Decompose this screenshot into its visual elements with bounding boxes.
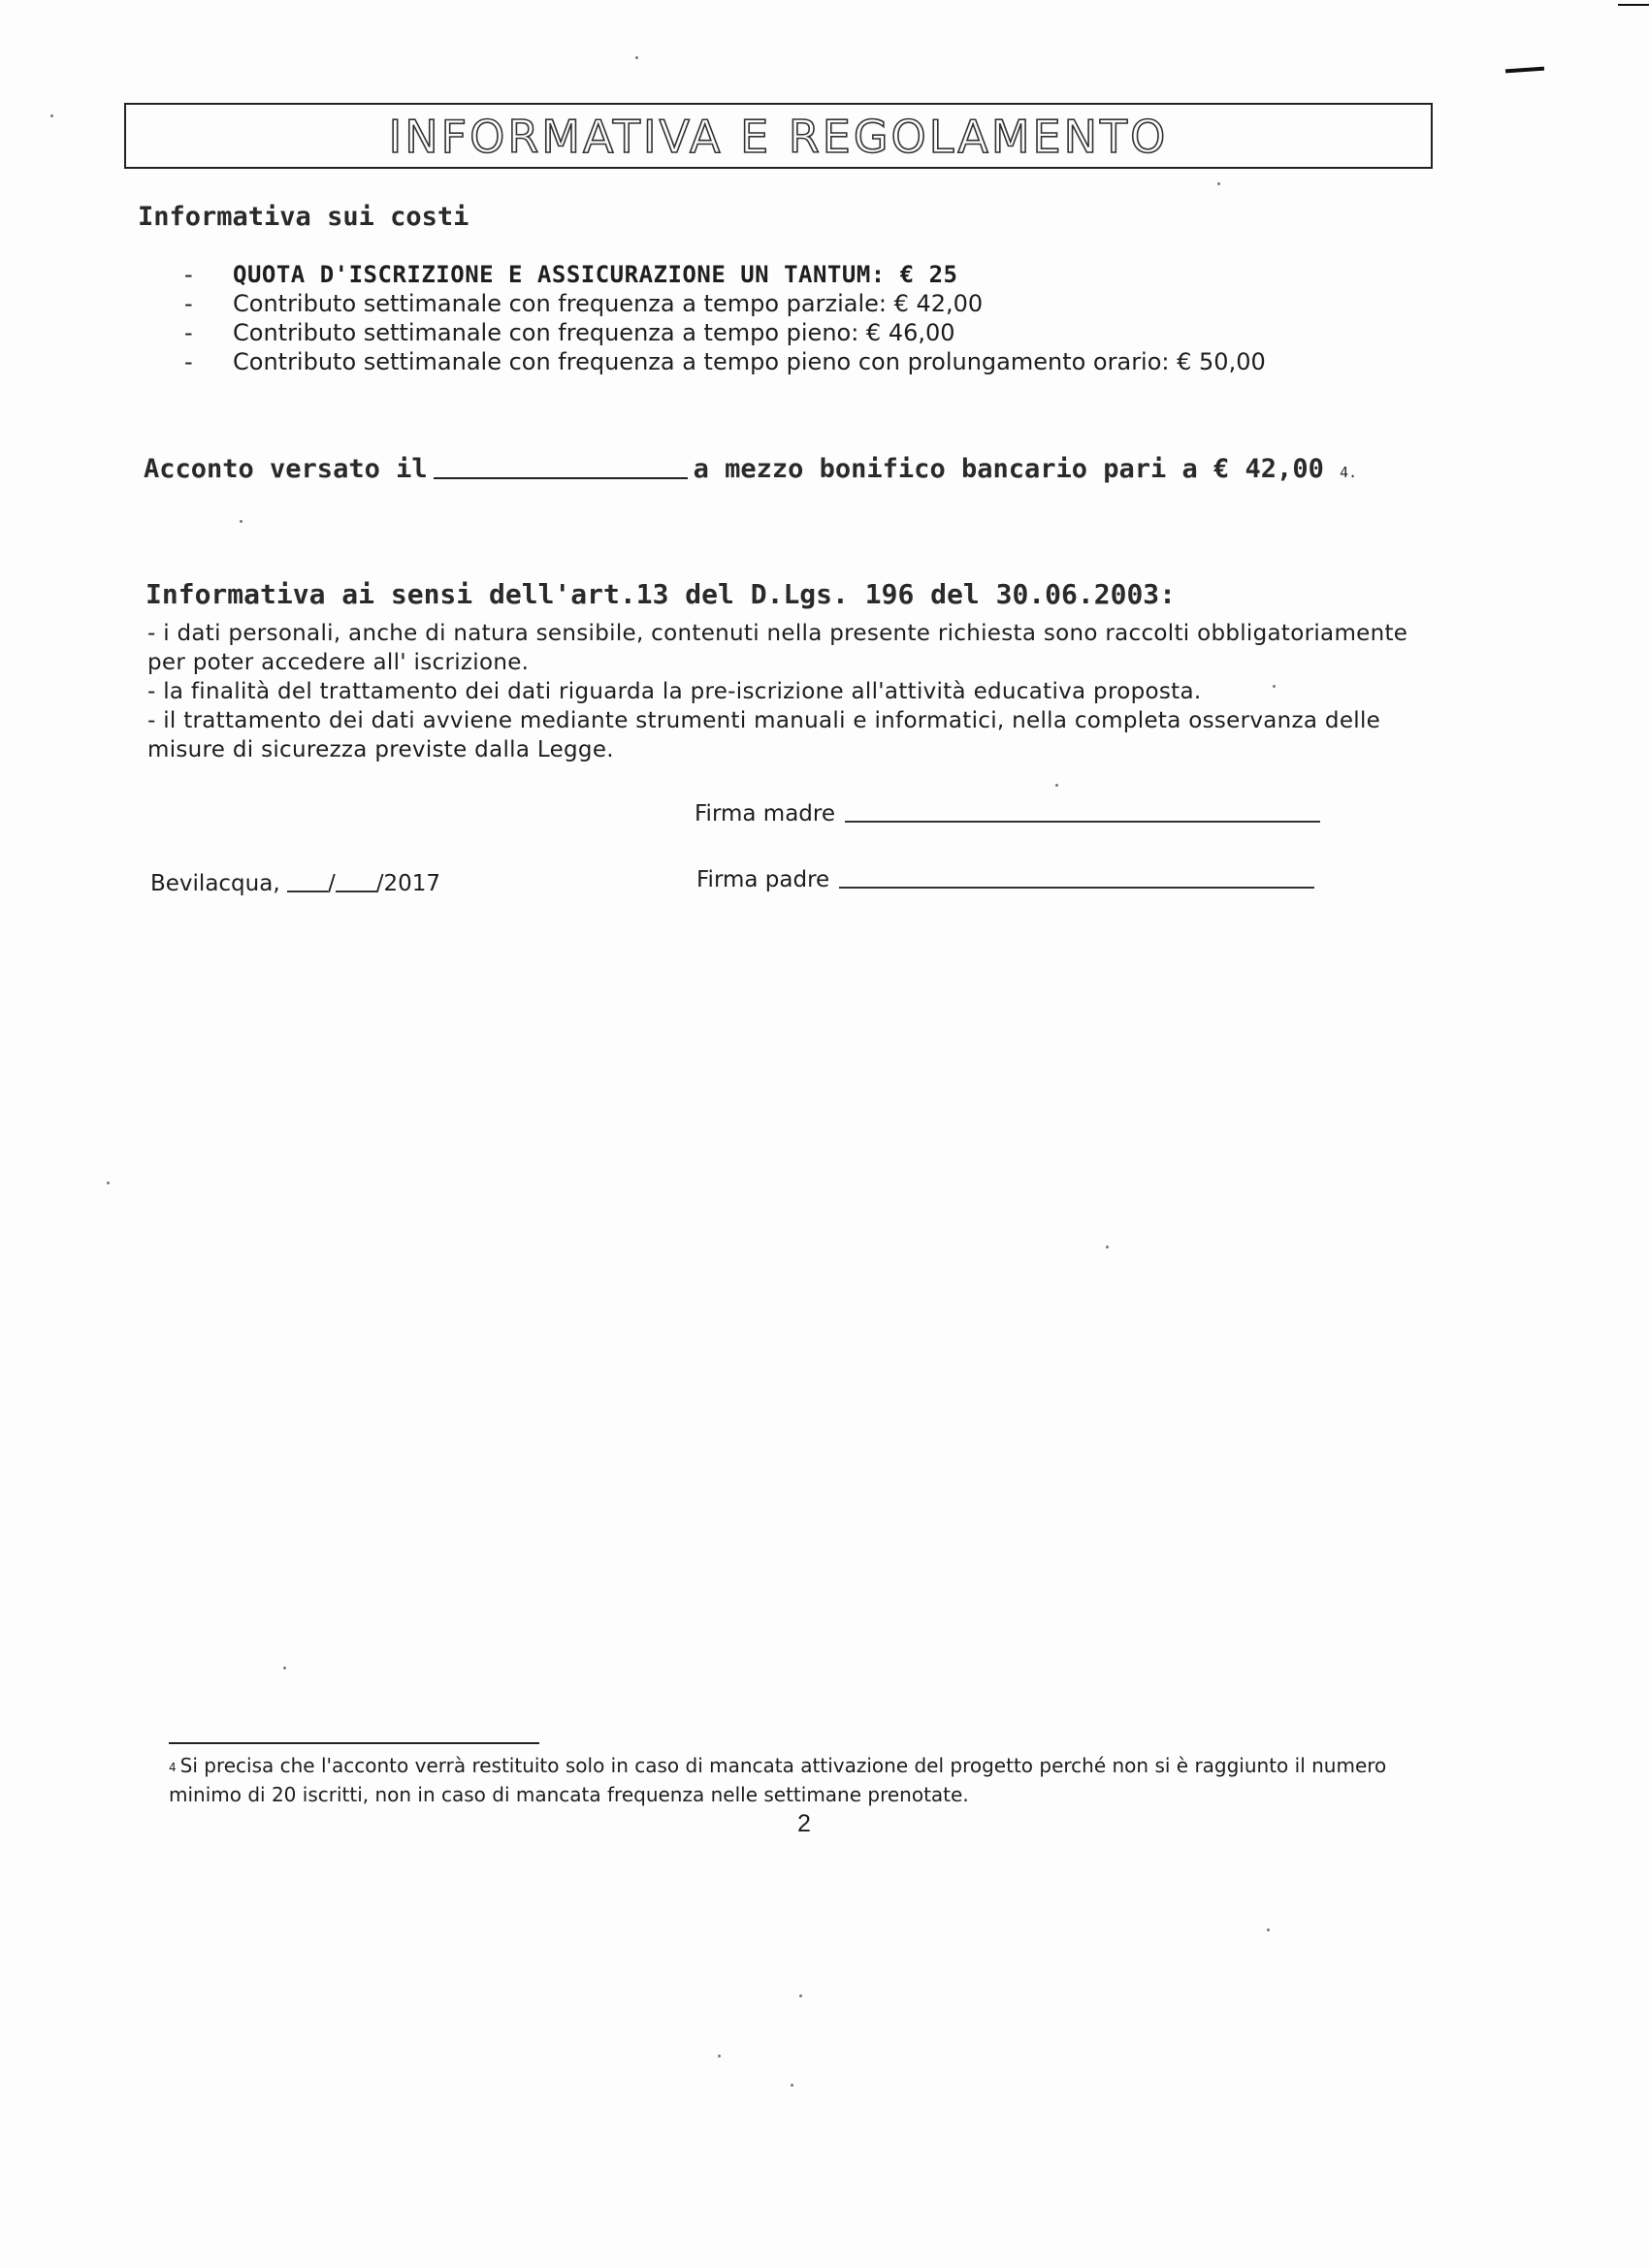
footnote-text: Si precisa che l'acconto verrà restituito solo in caso di mancata attivazione del progetto perché non si è raggiunto il numero minimo di 20 iscritti, non in caso di mancata frequenza nelle settimane prenotate. (169, 1754, 1387, 1806)
place-label: Bevilacqua, (150, 871, 280, 896)
footnote-mark: 4 (169, 1761, 177, 1774)
cost-item-extended (184, 347, 1348, 376)
privacy-paragraph: - i dati personali, anche di natura sensibile, contenuti nella presente richiesta sono raccolti obbligatoriamente per poter accedere all' iscrizione. (147, 621, 1408, 675)
scan-speck (791, 2084, 793, 2087)
footnote (169, 1752, 1430, 1808)
mother-signature-label: Firma madre (695, 801, 836, 826)
list-bullet: - (184, 348, 193, 375)
privacy-paragraph: - il trattamento dei dati avviene mediante strumenti manuali e informatici, nella completa osservanza delle misure di sicurezza previste dalla Legge. (147, 708, 1381, 762)
month-blank[interactable] (336, 891, 376, 892)
scan-speck (718, 2055, 721, 2057)
deposit-label-after: a mezzo bonifico bancario pari a € 42,00 (693, 454, 1324, 484)
cost-item-part-time (184, 289, 1348, 318)
scan-speck (1217, 182, 1220, 185)
scan-speck (1106, 1246, 1109, 1248)
deposit-line (144, 454, 1357, 484)
list-bullet: - (184, 319, 193, 346)
date-separator: / (327, 871, 336, 896)
father-signature-label: Firma padre (696, 867, 830, 892)
scan-pen-mark (1505, 67, 1544, 74)
scan-speck (283, 1667, 286, 1669)
year-label: /2017 (375, 871, 441, 896)
cost-item-full-time (184, 318, 1348, 347)
privacy-heading: Informativa ai sensi dell'art.13 del D.Lgs. 196 del 30.06.2003: (146, 578, 1177, 610)
scan-speck (1273, 685, 1276, 688)
scan-speck (50, 114, 53, 117)
mother-signature (695, 801, 1320, 826)
cost-item-registration (184, 260, 1348, 289)
footnote-ref[interactable]: 4 (1340, 464, 1349, 481)
deposit-date-blank[interactable] (434, 477, 688, 479)
scan-edge-mark (1618, 4, 1649, 6)
scan-speck (1055, 784, 1058, 787)
father-signature-line[interactable] (839, 887, 1314, 889)
cost-item-text: QUOTA D'ISCRIZIONE E ASSICURAZIONE UN TANTUM: € 25 (233, 261, 958, 288)
scan-speck (799, 1994, 802, 1997)
footnote-divider (169, 1742, 539, 1744)
mother-signature-line[interactable] (845, 821, 1320, 823)
scan-speck (1267, 1928, 1270, 1931)
list-bullet: - (184, 261, 193, 288)
cost-item-text: Contributo settimanale con frequenza a tempo pieno: € 46,00 (233, 319, 955, 346)
page-title: INFORMATIVA E REGOLAMENTO (388, 111, 1169, 163)
cost-list (184, 260, 1348, 376)
scan-speck (107, 1182, 110, 1184)
cost-item-text: Contributo settimanale con frequenza a tempo parziale: € 42,00 (233, 290, 984, 317)
deposit-label-before: Acconto versato il (144, 454, 428, 484)
privacy-body (147, 619, 1438, 764)
father-signature (696, 867, 1314, 892)
place-date (150, 871, 440, 896)
cost-item-text: Contributo settimanale con frequenza a tempo pieno con prolungamento orario: € 50,00 (233, 348, 1266, 375)
deposit-suffix: . (1348, 464, 1358, 481)
scan-speck (240, 520, 242, 523)
scan-speck (635, 56, 638, 59)
privacy-paragraph: - la finalità del trattamento dei dati riguarda la pre-iscrizione all'attività educativa proposta. (147, 679, 1202, 704)
page-number: 2 (797, 1810, 811, 1837)
costs-heading: Informativa sui costi (138, 202, 469, 232)
title-box (124, 103, 1433, 169)
day-blank[interactable] (287, 891, 328, 892)
list-bullet: - (184, 290, 193, 317)
